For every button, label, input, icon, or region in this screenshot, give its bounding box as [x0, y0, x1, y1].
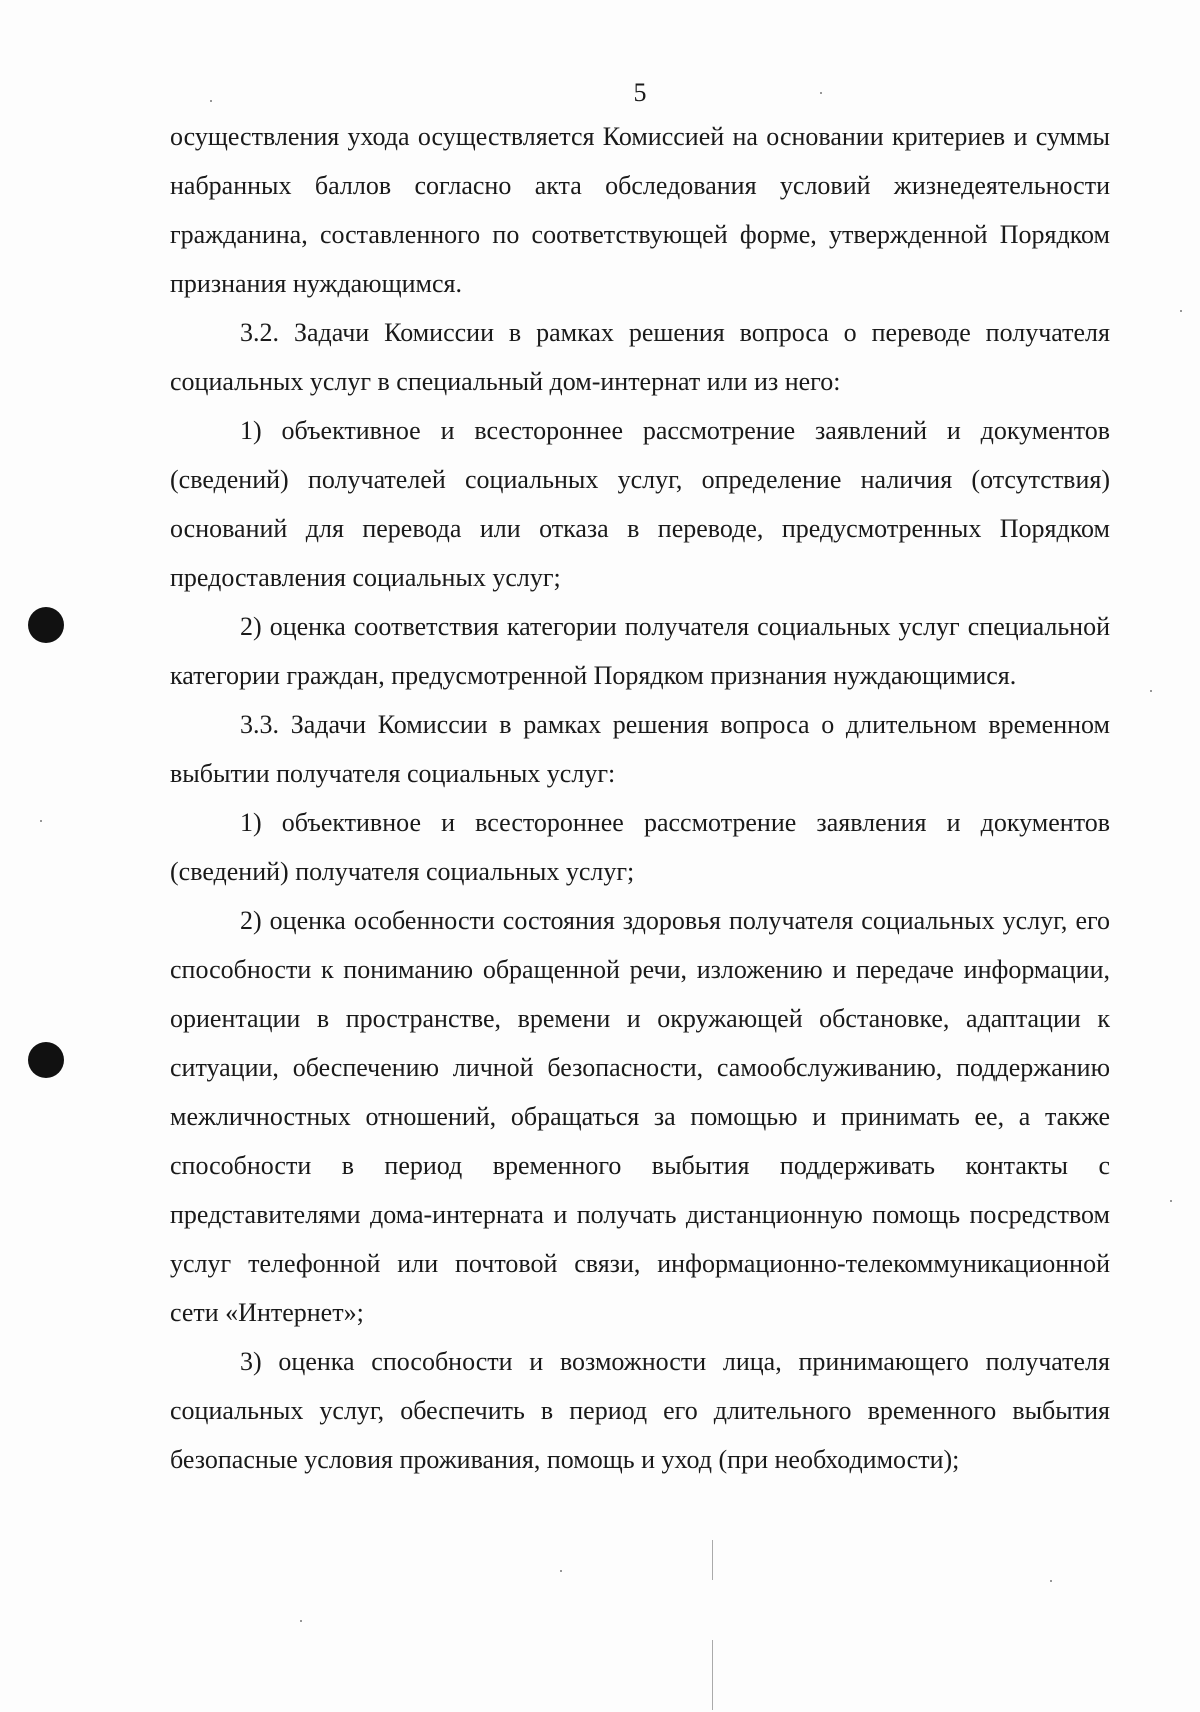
body-text: [170, 112, 1110, 1484]
hole-punch-mark: [28, 1042, 64, 1078]
scan-speck: [560, 1570, 562, 1572]
scan-speck: [1180, 310, 1182, 312]
scan-speck: [300, 1620, 302, 1622]
scan-artifact-line: [712, 1540, 713, 1580]
scan-speck: [1170, 1200, 1172, 1202]
paragraph-3-2-heading: 3.2. Задачи Комиссии в рамках решения вопроса о переводе получателя социальных услуг в специальный дом-интернат или из него:: [170, 318, 1110, 396]
scan-speck: [1050, 1580, 1052, 1582]
scan-speck: [40, 820, 42, 822]
scan-artifact-line: [712, 1640, 713, 1710]
paragraph-care-criteria: осуществления ухода осуществляется Комиссией на основании критериев и суммы набранных баллов согласно акта обследования условий жизнедеятельности гражданина, составленного по соответствующей форме, утвержденной Порядком признания нуждающимся.: [170, 122, 1110, 298]
paragraph-3-3-item-1: 1) объективное и всестороннее рассмотрение заявления и документов (сведений) получателя социальных услуг;: [170, 808, 1110, 886]
hole-punch-mark: [28, 607, 64, 643]
paragraph-3-3-item-3: 3) оценка способности и возможности лица, принимающего получателя социальных услуг, обеспечить в период его длительного временного выбытия безопасные условия проживания, помощь и уход (при необходимости);: [170, 1347, 1110, 1474]
paragraph-3-3-heading: 3.3. Задачи Комиссии в рамках решения вопроса о длительном временном выбытии получателя социальных услуг:: [170, 710, 1110, 788]
scan-speck: [1150, 690, 1152, 692]
paragraph-3-2-item-2: 2) оценка соответствия категории получателя социальных услуг специальной категории граждан, предусмотренной Порядком признания нуждающимися.: [170, 612, 1110, 690]
paragraph-3-2-item-1: 1) объективное и всестороннее рассмотрение заявлений и документов (сведений) получателей социальных услуг, определение наличия (отсутствия) оснований для перевода или отказа в переводе, предусмотренных Порядком предоставления социальных услуг;: [170, 416, 1110, 592]
paragraph-3-3-item-2: 2) оценка особенности состояния здоровья получателя социальных услуг, его способности к пониманию обращенной речи, изложению и передаче информации, ориентации в пространстве, времени и окружающей обстановке, адаптации к ситуации, обеспечению личной безопасности, самообслуживанию, поддержанию межличностных отношений, обращаться за помощью и принимать ее, а также способности в период временного выбытия поддерживать контакты с представителями дома-интерната и получать дистанционную помощь посредством услуг телефонной или почтовой связи, информационно-телекоммуникационной сети «Интернет»;: [170, 906, 1110, 1327]
page-number: 5: [633, 78, 647, 107]
